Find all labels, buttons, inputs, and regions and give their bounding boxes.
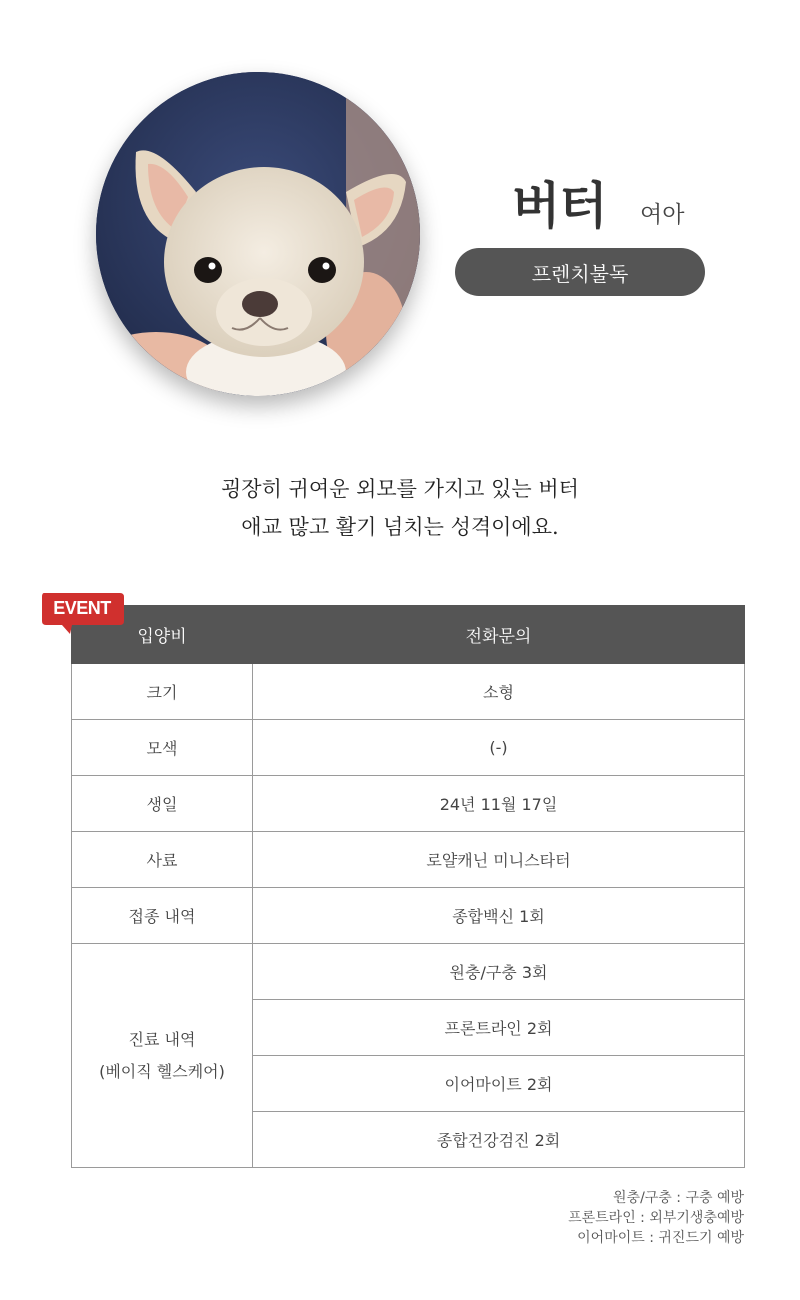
- row-value: 소형: [253, 664, 745, 720]
- row-label: 크기: [72, 664, 253, 720]
- row-value: 종합백신 1회: [253, 888, 745, 944]
- table-row: [72, 888, 745, 944]
- footnote: 원충/구충 : 구충 예방: [613, 1190, 744, 1206]
- row-value: 24년 11월 17일: [253, 776, 745, 832]
- event-badge-label: EVENT: [53, 598, 111, 618]
- row-label: 접종 내역: [72, 888, 253, 944]
- footnote: 이어마이트 : 귀진드기 예방: [577, 1230, 744, 1246]
- treatment-value: 종합건강검진 2회: [253, 1112, 745, 1168]
- table-header-row: [72, 606, 745, 664]
- treatment-value: 원충/구충 3회: [253, 944, 745, 1000]
- adoption-fee-label: 입양비: [72, 606, 253, 664]
- pet-gender: 여아: [640, 202, 685, 228]
- table-row: [72, 776, 745, 832]
- table-row: [72, 944, 745, 1000]
- pet-name: 버터: [512, 177, 607, 235]
- description-line: 애교 많고 활기 넘치는 성격이에요.: [241, 515, 559, 539]
- description-line: 굉장히 귀여운 외모를 가지고 있는 버터: [221, 477, 579, 501]
- row-label: 사료: [72, 832, 253, 888]
- footnote: 프론트라인 : 외부기생충예방: [568, 1210, 744, 1226]
- treatment-label-line: 진료 내역: [128, 1029, 196, 1049]
- puppy-photo: [96, 72, 420, 396]
- footnotes: [568, 1188, 744, 1248]
- breed-badge: [455, 248, 705, 296]
- treatment-value: 이어마이트 2회: [253, 1056, 745, 1112]
- pet-description: [0, 470, 800, 546]
- row-label: 모색: [72, 720, 253, 776]
- table-row: [72, 832, 745, 888]
- row-label: 생일: [72, 776, 253, 832]
- breed-label: 프렌치불독: [531, 261, 629, 286]
- treatment-value: 프론트라인 2회: [253, 1000, 745, 1056]
- table-row: [72, 664, 745, 720]
- table-row: [72, 720, 745, 776]
- treatment-label: [72, 944, 253, 1168]
- treatment-label-line: (베이직 헬스케어): [99, 1061, 225, 1081]
- pet-info-table: [71, 605, 745, 1168]
- adoption-fee-value: 전화문의: [253, 606, 745, 664]
- row-value: 로얄캐닌 미니스타터: [253, 832, 745, 888]
- row-value: (-): [253, 720, 745, 776]
